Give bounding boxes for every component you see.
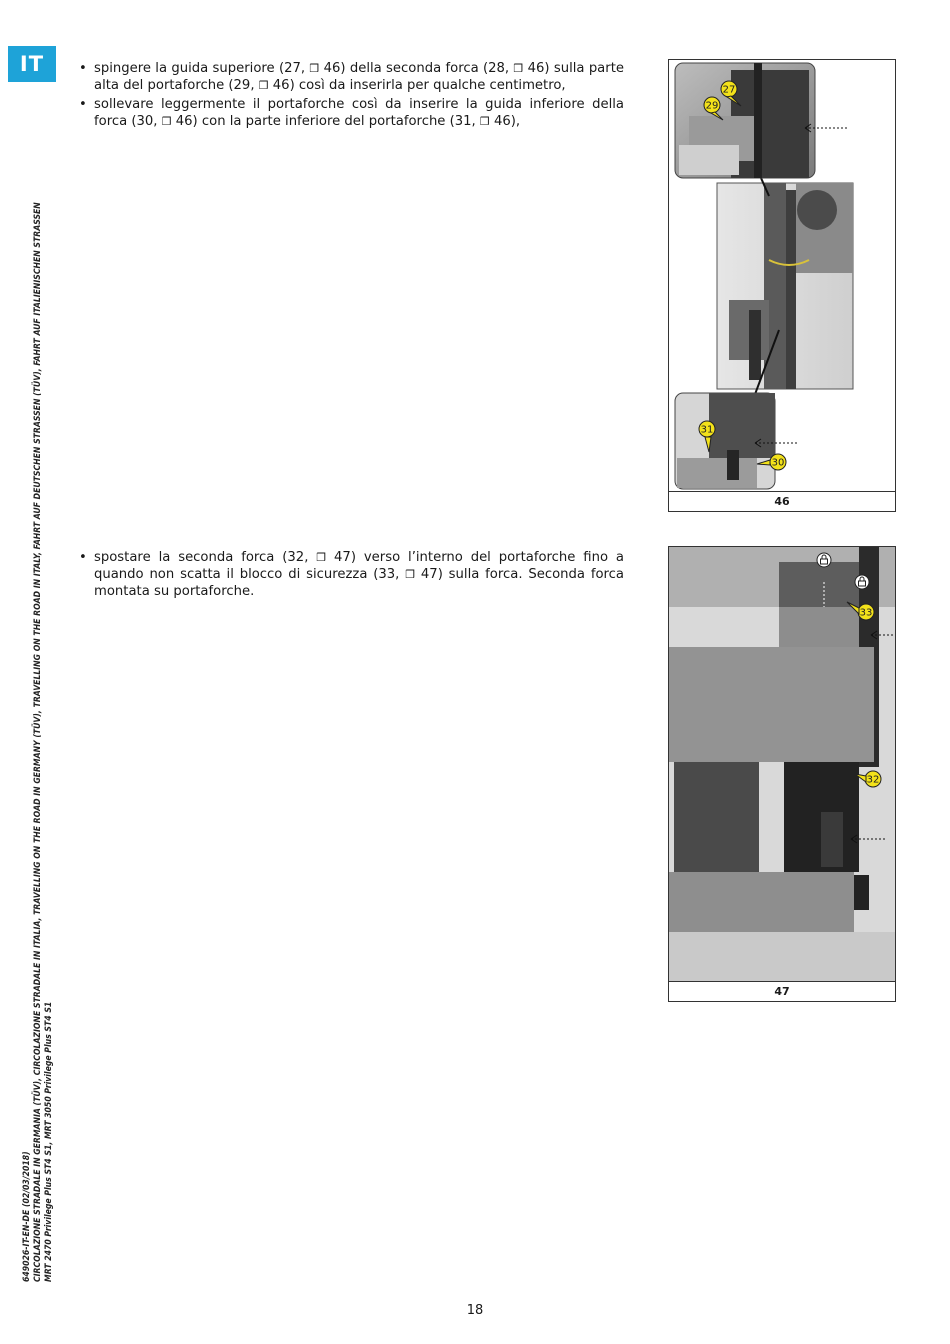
figure-ref-icon: ❒ — [316, 551, 327, 564]
instruction-list-1 — [78, 60, 624, 132]
figure-caption: 46 — [669, 491, 895, 511]
figure-caption: 47 — [669, 981, 895, 1001]
svg-text:27: 27 — [722, 84, 736, 96]
list-item: • spingere la guida superiore (27, ❒ 46) della seconda forca (28, ❒ 46) sulla parte alta del portaforche (29, ❒ 46) così da inserirla per qualche centimetro, — [78, 60, 624, 94]
lock-icon — [817, 553, 831, 567]
svg-text:29: 29 — [705, 100, 719, 112]
document-code: 649026-IT-EN-DE (02/03/2018) — [22, 1151, 32, 1282]
page-number: 18 — [466, 1303, 484, 1318]
svg-text:33: 33 — [859, 607, 873, 619]
list-item: • spostare la seconda forca (32, ❒ 47) verso l’interno del portaforche fino a quando non scatta il blocco di sicurezza (33, ❒ 47) sulla forca. Seconda forca montata su portaforche. — [78, 549, 624, 600]
instruction-list-2 — [78, 549, 624, 602]
language-tab: IT — [8, 46, 56, 82]
document-reference-sidebar — [22, 202, 55, 1282]
figure-ref-icon: ❒ — [258, 79, 269, 92]
fork-safety-lock-photo — [669, 547, 895, 981]
svg-text:31: 31 — [700, 424, 714, 436]
svg-text:30: 30 — [771, 457, 785, 469]
figure-ref-icon: ❒ — [309, 62, 320, 75]
figure-ref-icon: ❒ — [405, 568, 416, 581]
fork-carrier-upper-guide-photo — [669, 60, 895, 491]
figure-47-photo — [669, 547, 895, 981]
document-sections: CIRCOLAZIONE STRADALE IN GERMANIA (TÜV), CIRCOLAZIONE STRADALE IN ITALIA, TRAVELLING ON THE ROAD IN GERMANY (TÜV), TRAVELLING ON THE ROAD IN ITALY, FAHRT AUF DEUTSCHEN STRASSEN (TÜV), FAHRT AUF ITALIENISCHEN STRASSEN — [33, 202, 43, 1282]
figure-ref-icon: ❒ — [513, 62, 524, 75]
list-item: • sollevare leggermente il portaforche così da inserire la guida inferiore della forca (30, ❒ 46) con la parte inferiore del portaforche (31, ❒ 46), — [78, 96, 624, 130]
machine-models: MRT 2470 Privilege Plus ST4 S1, MRT 3050 Privilege Plus ST4 S1 — [44, 1001, 54, 1282]
svg-text:32: 32 — [866, 774, 880, 786]
figure-ref-icon: ❒ — [479, 115, 490, 128]
figure-46-photo — [669, 60, 895, 491]
figure-46 — [668, 59, 896, 512]
figure-ref-icon: ❒ — [161, 115, 172, 128]
figure-47 — [668, 546, 896, 1002]
lock-icon — [855, 575, 869, 589]
